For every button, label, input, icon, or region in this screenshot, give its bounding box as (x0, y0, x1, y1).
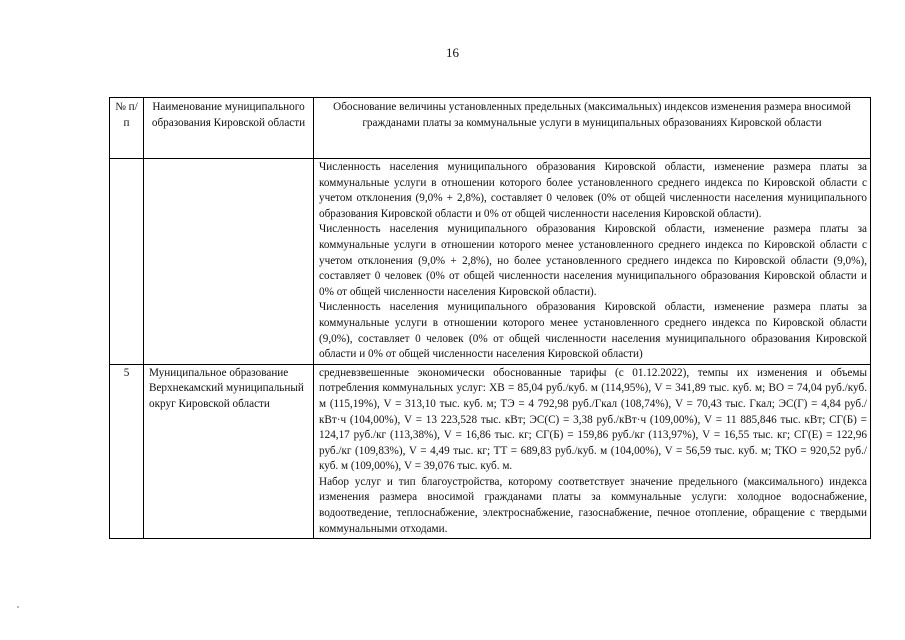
table-header-row (110, 98, 871, 159)
tariff-rationale-table (109, 97, 871, 539)
table-row (110, 364, 871, 539)
rationale-paragraph: Численность населения муниципального образования Кировской области, изменение размера платы за коммунальные услуги в отношении которого менее установленного среднего индекса по Кировской области с учетом отклонения (9,0% + 2,8%), но более установленного среднего индекса по Кировской области (9,0%), составляет 0 человек (0% от общей численности населения муниципального образования Кировской области и 0% от общей численности населения Кировской области). (319, 223, 867, 298)
page-number: 16 (446, 45, 459, 60)
header-municipality-name: Наименование муниципального образования Кировской области (144, 98, 314, 159)
row-municipality-name (144, 159, 314, 365)
scan-speck (17, 606, 19, 608)
header-rationale: Обоснование величины установленных предельных (максимальных) индексов изменения размера вносимой гражданами платы за коммунальные услуги в муниципальных образованиях Кировской области (314, 98, 871, 159)
rationale-paragraph: Численность населения муниципального образования Кировской области, изменение размера платы за коммунальные услуги в отношении которого более установленного среднего индекса по Кировской области с учетом отклонения (9,0% + 2,8%), составляет 0 человек (0% от общей численности населения муниципального образования Кировской области и 0% от общей численности населения Кировской области). (319, 161, 867, 220)
rationale-paragraph: Набор услуг и тип благоустройства, которому соответствует значение предельного (максимального) индекса изменения размера вносимой гражданами платы за коммунальные услуги: холодное водоснабжение, водоотведение, теплоснабжение, электроснабжение, газоснабжение, печное отопление, обращение с твердыми коммунальными отходами. (319, 475, 867, 535)
rationale-paragraph: Численность населения муниципального образования Кировской области, изменение размера платы за коммунальные услуги в отношении которого менее установленного среднего индекса по Кировской области (9,0%), составляет 0 человек (0% от общей численности населения муниципального образования Кировской области и 0% от общей численности населения Кировской области) (319, 301, 867, 361)
table-row (110, 159, 871, 365)
rationale-paragraph: средневзвешенные экономически обоснованные тарифы (с 01.12.2022), темпы их изменения и объемы потребления коммунальных услуг: ХВ = 85,04 руб./куб. м (114,95%), V = 341,89 тыс. куб. м; ВО = 74,04 руб./куб. м (115,19%), V = 313,10 тыс. куб. м; ТЭ = 4 792,98 руб./Гкал (108,74%), V = 70,43 тыс. Гкал; ЭС(Г) = 4,84 руб./кВт·ч (104,00%), V = 13 223,528 тыс. кВт; ЭС(С) = 3,38 руб./кВт·ч (109,00%), V = 11 885,846 тыс. кВт; СГ(Б) = 124,17 руб./кг (113,38%), V = 16,86 тыс. кг; СГ(Б) = 159,86 руб./кг (113,97%), V = 16,55 тыс. кг; СГ(Е) = 122,96 руб./кг (109,83%), V = 4,49 тыс. кг; ТТ = 689,83 руб./куб. м (104,00%), V = 56,59 тыс. куб. м; ТКО = 920,52 руб./куб. м (109,00%), V = 39,076 тыс. куб. м. (319, 366, 867, 473)
row-rationale (314, 364, 871, 539)
header-num: № п/п (110, 98, 144, 159)
row-municipality-name: Муниципальное образование Верхнекамский муниципальный округ Кировской области (144, 364, 314, 539)
row-num (110, 159, 144, 365)
row-num: 5 (110, 364, 144, 539)
row-rationale (314, 159, 871, 365)
